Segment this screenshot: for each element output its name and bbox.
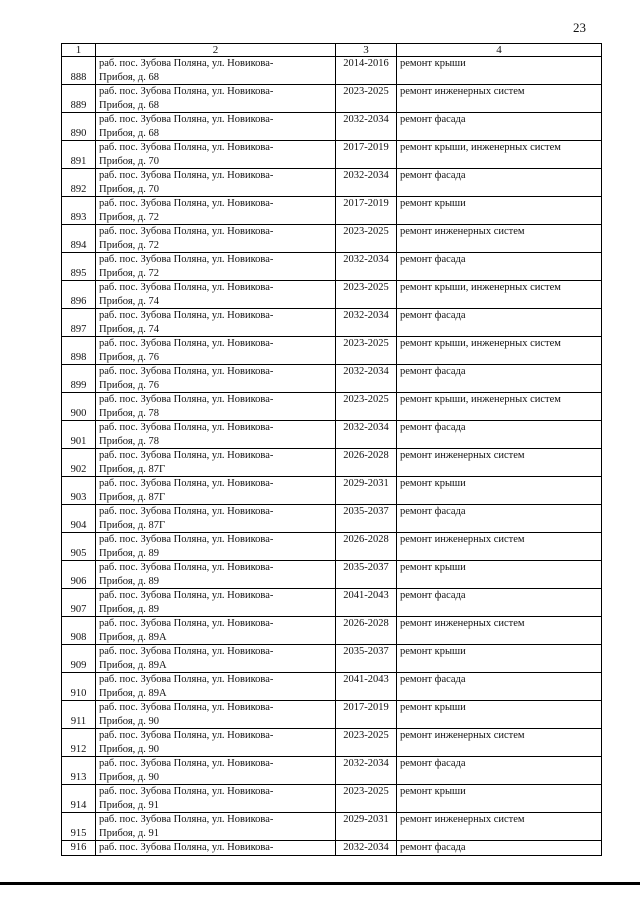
- row-address: [96, 309, 336, 337]
- row-period: 2032-2034: [336, 169, 397, 197]
- row-number: 907: [62, 589, 96, 617]
- address-line-2: Прибоя, д. 68: [99, 71, 160, 83]
- row-period: 2029-2031: [336, 477, 397, 505]
- address-line-1: раб. пос. Зубова Поляна, ул. Новикова-: [99, 170, 274, 181]
- address-line-1: раб. пос. Зубова Поляна, ул. Новикова-: [99, 198, 274, 209]
- row-period: 2035-2037: [336, 505, 397, 533]
- address-line-2: Прибоя, д. 89А: [99, 631, 167, 643]
- table-row: [62, 225, 602, 253]
- row-address: [96, 813, 336, 841]
- row-address: [96, 505, 336, 533]
- row-address: [96, 393, 336, 421]
- table-row: [62, 393, 602, 421]
- row-work-type: ремонт инженерных систем: [397, 533, 602, 561]
- row-address: [96, 57, 336, 85]
- row-period: 2032-2034: [336, 841, 397, 856]
- row-address: [96, 253, 336, 281]
- row-period: 2023-2025: [336, 85, 397, 113]
- address-line-1: раб. пос. Зубова Поляна, ул. Новикова-: [99, 394, 274, 405]
- address-line-2: Прибоя, д. 70: [99, 155, 160, 167]
- table-row: [62, 533, 602, 561]
- address-line-2: Прибоя, д. 89: [99, 575, 160, 587]
- row-work-type: ремонт фасада: [397, 589, 602, 617]
- row-work-type: ремонт крыши, инженерных систем: [397, 141, 602, 169]
- address-line-1: раб. пос. Зубова Поляна, ул. Новикова-: [99, 338, 274, 349]
- address-line-1: раб. пос. Зубова Поляна, ул. Новикова-: [99, 226, 274, 237]
- row-number: 889: [62, 85, 96, 113]
- address-line-1: раб. пос. Зубова Поляна, ул. Новикова-: [99, 534, 274, 545]
- row-number: 905: [62, 533, 96, 561]
- row-period: 2023-2025: [336, 337, 397, 365]
- row-number: 900: [62, 393, 96, 421]
- table-row: [62, 281, 602, 309]
- row-number: 890: [62, 113, 96, 141]
- row-period: 2017-2019: [336, 701, 397, 729]
- row-period: 2032-2034: [336, 309, 397, 337]
- table-row: [62, 589, 602, 617]
- row-work-type: ремонт фасада: [397, 673, 602, 701]
- address-line-1: раб. пос. Зубова Поляна, ул. Новикова-: [99, 590, 274, 601]
- row-work-type: ремонт фасада: [397, 169, 602, 197]
- address-line-2: Прибоя, д. 70: [99, 183, 160, 195]
- row-address: [96, 477, 336, 505]
- table-row: [62, 645, 602, 673]
- address-line-1: раб. пос. Зубова Поляна, ул. Новикова-: [99, 114, 274, 125]
- row-period: 2032-2034: [336, 757, 397, 785]
- table-row: [62, 841, 602, 856]
- row-address: [96, 169, 336, 197]
- address-line-2: Прибоя, д. 72: [99, 211, 160, 223]
- address-line-1: раб. пос. Зубова Поляна, ул. Новикова-: [99, 478, 274, 489]
- row-work-type: ремонт крыши: [397, 561, 602, 589]
- row-work-type: ремонт крыши: [397, 197, 602, 225]
- row-number: 899: [62, 365, 96, 393]
- row-number: 897: [62, 309, 96, 337]
- row-work-type: ремонт крыши, инженерных систем: [397, 393, 602, 421]
- address-line-1: раб. пос. Зубова Поляна, ул. Новикова-: [99, 786, 274, 797]
- row-period: 2017-2019: [336, 141, 397, 169]
- table-row: [62, 785, 602, 813]
- row-period: 2035-2037: [336, 645, 397, 673]
- row-address: [96, 701, 336, 729]
- table-row: [62, 57, 602, 85]
- row-address: [96, 85, 336, 113]
- address-line-2: Прибоя, д. 91: [99, 799, 160, 811]
- address-line-2: Прибоя, д. 89: [99, 547, 160, 559]
- table-row: [62, 701, 602, 729]
- row-number: 892: [62, 169, 96, 197]
- address-line-2: Прибоя, д. 90: [99, 715, 160, 727]
- row-work-type: ремонт инженерных систем: [397, 617, 602, 645]
- address-line-1: раб. пос. Зубова Поляна, ул. Новикова-: [99, 282, 274, 293]
- row-number: 916: [62, 841, 96, 856]
- row-work-type: ремонт крыши: [397, 645, 602, 673]
- repair-schedule-table: [61, 43, 602, 856]
- row-work-type: ремонт инженерных систем: [397, 729, 602, 757]
- address-line-1: раб. пос. Зубова Поляна, ул. Новикова-: [99, 310, 274, 321]
- row-work-type: ремонт фасада: [397, 841, 602, 856]
- address-line-1: раб. пос. Зубова Поляна, ул. Новикова-: [99, 814, 274, 825]
- row-number: 891: [62, 141, 96, 169]
- address-line-1: раб. пос. Зубова Поляна, ул. Новикова-: [99, 646, 274, 657]
- address-line-2: Прибоя, д. 89А: [99, 659, 167, 671]
- table-row: [62, 85, 602, 113]
- address-line-1: раб. пос. Зубова Поляна, ул. Новикова-: [99, 86, 274, 97]
- row-period: 2041-2043: [336, 673, 397, 701]
- page-bottom-rule: [0, 882, 640, 885]
- row-work-type: ремонт фасада: [397, 309, 602, 337]
- table-row: [62, 729, 602, 757]
- address-line-2: Прибоя, д. 89: [99, 603, 160, 615]
- row-number: 894: [62, 225, 96, 253]
- row-number: 888: [62, 57, 96, 85]
- row-number: 914: [62, 785, 96, 813]
- column-header-address: 2: [96, 44, 336, 57]
- address-line-1: раб. пос. Зубова Поляна, ул. Новикова-: [99, 422, 274, 433]
- row-work-type: ремонт фасада: [397, 421, 602, 449]
- row-period: 2032-2034: [336, 365, 397, 393]
- row-period: 2041-2043: [336, 589, 397, 617]
- row-work-type: ремонт фасада: [397, 365, 602, 393]
- table-row: [62, 365, 602, 393]
- row-period: 2035-2037: [336, 561, 397, 589]
- table-body: [62, 44, 602, 856]
- row-number: 912: [62, 729, 96, 757]
- address-line-1: раб. пос. Зубова Поляна, ул. Новикова-: [99, 618, 274, 629]
- row-address: [96, 421, 336, 449]
- row-address: [96, 533, 336, 561]
- row-period: 2026-2028: [336, 533, 397, 561]
- table-row: [62, 421, 602, 449]
- row-work-type: ремонт крыши: [397, 57, 602, 85]
- row-period: 2032-2034: [336, 253, 397, 281]
- table-row: [62, 141, 602, 169]
- address-line-2: Прибоя, д. 91: [99, 827, 160, 839]
- row-period: 2017-2019: [336, 197, 397, 225]
- address-line-2: Прибоя, д. 74: [99, 323, 160, 335]
- row-period: 2032-2034: [336, 113, 397, 141]
- row-number: 908: [62, 617, 96, 645]
- row-address: [96, 785, 336, 813]
- row-number: 910: [62, 673, 96, 701]
- address-line-2: Прибоя, д. 87Г: [99, 519, 166, 531]
- address-line-2: Прибоя, д. 68: [99, 127, 160, 139]
- row-number: 901: [62, 421, 96, 449]
- row-period: 2032-2034: [336, 421, 397, 449]
- row-address: [96, 673, 336, 701]
- row-address: [96, 561, 336, 589]
- address-line-1: раб. пос. Зубова Поляна, ул. Новикова-: [99, 506, 274, 517]
- address-line-2: Прибоя, д. 78: [99, 407, 160, 419]
- row-address: [96, 337, 336, 365]
- address-line-2: Прибоя, д. 78: [99, 435, 160, 447]
- row-address: [96, 841, 336, 856]
- row-address: [96, 197, 336, 225]
- row-work-type: ремонт крыши: [397, 785, 602, 813]
- address-line-2: Прибоя, д. 76: [99, 379, 160, 391]
- table-row: [62, 505, 602, 533]
- row-period: 2023-2025: [336, 281, 397, 309]
- row-address: [96, 617, 336, 645]
- row-number: 893: [62, 197, 96, 225]
- table-row: [62, 561, 602, 589]
- table-row: [62, 673, 602, 701]
- address-line-2: Прибоя, д. 90: [99, 771, 160, 783]
- row-period: 2023-2025: [336, 785, 397, 813]
- address-line-1: раб. пос. Зубова Поляна, ул. Новикова-: [99, 674, 274, 685]
- row-number: 904: [62, 505, 96, 533]
- table-row: [62, 757, 602, 785]
- row-period: 2029-2031: [336, 813, 397, 841]
- column-header-work-type: 4: [397, 44, 602, 57]
- row-work-type: ремонт фасада: [397, 253, 602, 281]
- address-line-2: Прибоя, д. 72: [99, 239, 160, 251]
- row-address: [96, 365, 336, 393]
- row-address: [96, 729, 336, 757]
- table-row: [62, 337, 602, 365]
- address-line-2: Прибоя, д. 87Г: [99, 463, 166, 475]
- address-line-1: раб. пос. Зубова Поляна, ул. Новикова-: [99, 366, 274, 377]
- row-work-type: ремонт крыши: [397, 477, 602, 505]
- address-line-2: Прибоя, д. 87Г: [99, 491, 166, 503]
- table-row: [62, 813, 602, 841]
- table-row: [62, 477, 602, 505]
- row-number: 902: [62, 449, 96, 477]
- row-period: 2023-2025: [336, 393, 397, 421]
- row-period: 2026-2028: [336, 617, 397, 645]
- table-row: [62, 113, 602, 141]
- table-row: [62, 169, 602, 197]
- address-line-1: раб. пос. Зубова Поляна, ул. Новикова-: [99, 142, 274, 153]
- table-row: [62, 449, 602, 477]
- row-number: 913: [62, 757, 96, 785]
- row-number: 898: [62, 337, 96, 365]
- row-period: 2014-2016: [336, 57, 397, 85]
- row-address: [96, 449, 336, 477]
- row-number: 911: [62, 701, 96, 729]
- row-period: 2023-2025: [336, 729, 397, 757]
- column-header-number: 1: [62, 44, 96, 57]
- row-work-type: ремонт инженерных систем: [397, 225, 602, 253]
- table-row: [62, 617, 602, 645]
- row-address: [96, 589, 336, 617]
- row-number: 903: [62, 477, 96, 505]
- address-line-2: Прибоя, д. 76: [99, 351, 160, 363]
- address-line-1: раб. пос. Зубова Поляна, ул. Новикова-: [99, 450, 274, 461]
- address-line-1: раб. пос. Зубова Поляна, ул. Новикова-: [99, 702, 274, 713]
- row-address: [96, 225, 336, 253]
- table-row: [62, 197, 602, 225]
- row-address: [96, 113, 336, 141]
- address-line-1: раб. пос. Зубова Поляна, ул. Новикова-: [99, 58, 274, 69]
- address-line-1: раб. пос. Зубова Поляна, ул. Новикова-: [99, 842, 274, 853]
- row-period: 2023-2025: [336, 225, 397, 253]
- row-work-type: ремонт инженерных систем: [397, 449, 602, 477]
- row-work-type: ремонт инженерных систем: [397, 813, 602, 841]
- row-work-type: ремонт крыши: [397, 701, 602, 729]
- address-line-2: Прибоя, д. 72: [99, 267, 160, 279]
- row-number: 915: [62, 813, 96, 841]
- address-line-1: раб. пос. Зубова Поляна, ул. Новикова-: [99, 758, 274, 769]
- address-line-2: Прибоя, д. 68: [99, 99, 160, 111]
- row-number: 909: [62, 645, 96, 673]
- row-work-type: ремонт инженерных систем: [397, 85, 602, 113]
- address-line-1: раб. пос. Зубова Поляна, ул. Новикова-: [99, 254, 274, 265]
- row-work-type: ремонт фасада: [397, 505, 602, 533]
- address-line-2: Прибоя, д. 74: [99, 295, 160, 307]
- table-header-row: [62, 44, 602, 57]
- row-address: [96, 281, 336, 309]
- table-row: [62, 253, 602, 281]
- row-address: [96, 757, 336, 785]
- page-number: 23: [573, 20, 586, 35]
- row-work-type: ремонт крыши, инженерных систем: [397, 337, 602, 365]
- address-line-1: раб. пос. Зубова Поляна, ул. Новикова-: [99, 730, 274, 741]
- row-address: [96, 141, 336, 169]
- row-work-type: ремонт крыши, инженерных систем: [397, 281, 602, 309]
- column-header-period: 3: [336, 44, 397, 57]
- row-address: [96, 645, 336, 673]
- table-row: [62, 309, 602, 337]
- address-line-2: Прибоя, д. 89А: [99, 687, 167, 699]
- row-number: 895: [62, 253, 96, 281]
- row-work-type: ремонт фасада: [397, 113, 602, 141]
- row-work-type: ремонт фасада: [397, 757, 602, 785]
- row-period: 2026-2028: [336, 449, 397, 477]
- address-line-2: Прибоя, д. 90: [99, 743, 160, 755]
- address-line-1: раб. пос. Зубова Поляна, ул. Новикова-: [99, 562, 274, 573]
- row-number: 906: [62, 561, 96, 589]
- row-number: 896: [62, 281, 96, 309]
